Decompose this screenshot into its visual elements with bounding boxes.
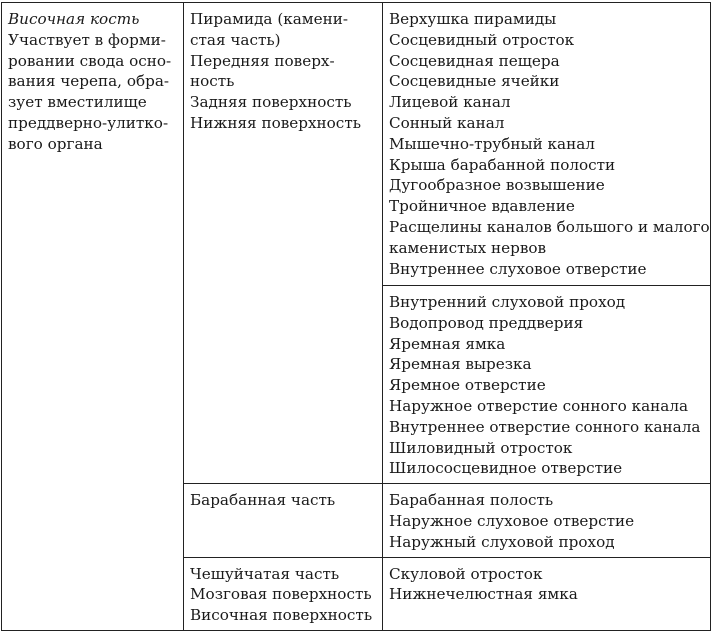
part-line: Нижняя поверхность — [190, 113, 361, 132]
feature-item: Скуловой отросток — [389, 564, 543, 583]
feature-item: Яремное отверстие — [389, 376, 546, 395]
description-line: Участвует в форми- — [8, 30, 166, 49]
bone-title: Височная кость — [8, 10, 140, 28]
features-cell-pyramid-b — [383, 286, 711, 484]
feature-item: Барабанная полость — [389, 491, 554, 510]
part-line: Пирамида (камени- — [190, 10, 348, 28]
feature-item: Яремная ямка — [389, 334, 506, 353]
feature-item: Верхушка пирамиды — [389, 10, 557, 28]
feature-item: Лицевой канал — [389, 93, 511, 112]
feature-item: каменистых нервов — [389, 238, 547, 257]
feature-item: Наружный слуховой проход — [389, 532, 615, 551]
description-line: преддверно-улитко- — [8, 113, 169, 132]
part-line: ность — [190, 72, 235, 91]
part-line: стая часть) — [190, 30, 281, 49]
description-line: вания черепа, обра- — [8, 72, 170, 91]
feature-item: Внутренний слуховой проход — [389, 293, 626, 311]
part-line: Задняя поверхность — [190, 93, 352, 112]
feature-item: Расщелины каналов большого и малого — [389, 217, 710, 236]
description-line: ровании свода осно- — [8, 51, 172, 70]
part-line: Височная поверхность — [190, 606, 373, 625]
feature-item: Наружное отверстие сонного канала — [389, 396, 689, 415]
features-cell-pyramid-a — [383, 3, 711, 286]
part-line: Мозговая поверхность — [190, 585, 372, 604]
feature-item: Сосцевидные ячейки — [389, 72, 560, 91]
feature-item: Мышечно-трубный канал — [389, 134, 595, 153]
feature-item: Крыша барабанной полости — [389, 155, 616, 174]
bone-description-cell — [2, 3, 184, 631]
feature-item: Внутреннее отверстие сонного канала — [389, 417, 701, 436]
feature-item: Тройничное вдавление — [389, 197, 575, 216]
description-line: вого органа — [8, 134, 103, 153]
part-cell-squamous — [184, 557, 383, 630]
part-cell-pyramid — [184, 3, 383, 484]
part-line: Передняя поверх- — [190, 51, 335, 70]
temporal-bone-table — [1, 2, 711, 631]
feature-item: Шилососцевидное отверстие — [389, 459, 623, 478]
features-cell-squamous — [383, 557, 711, 630]
part-line: Барабанная часть — [190, 491, 336, 510]
feature-item: Шиловидный отросток — [389, 438, 573, 457]
feature-item: Сонный канал — [389, 113, 505, 132]
feature-item: Дугообразное возвышение — [389, 176, 605, 195]
feature-item: Яремная вырезка — [389, 355, 532, 374]
feature-item: Сосцевидный отросток — [389, 30, 575, 49]
table-row — [2, 3, 711, 286]
feature-item: Внутреннее слуховое отверстие — [389, 259, 647, 278]
part-line: Чешуйчатая часть — [190, 564, 340, 583]
part-cell-tympanic — [184, 484, 383, 557]
feature-item: Наружное слуховое отверстие — [389, 511, 635, 530]
feature-item: Нижнечелюстная ямка — [389, 585, 578, 604]
description-line: зует вместилище — [8, 93, 147, 112]
features-cell-tympanic — [383, 484, 711, 557]
feature-item: Сосцевидная пещера — [389, 51, 560, 70]
feature-item: Водопровод преддверия — [389, 313, 584, 332]
